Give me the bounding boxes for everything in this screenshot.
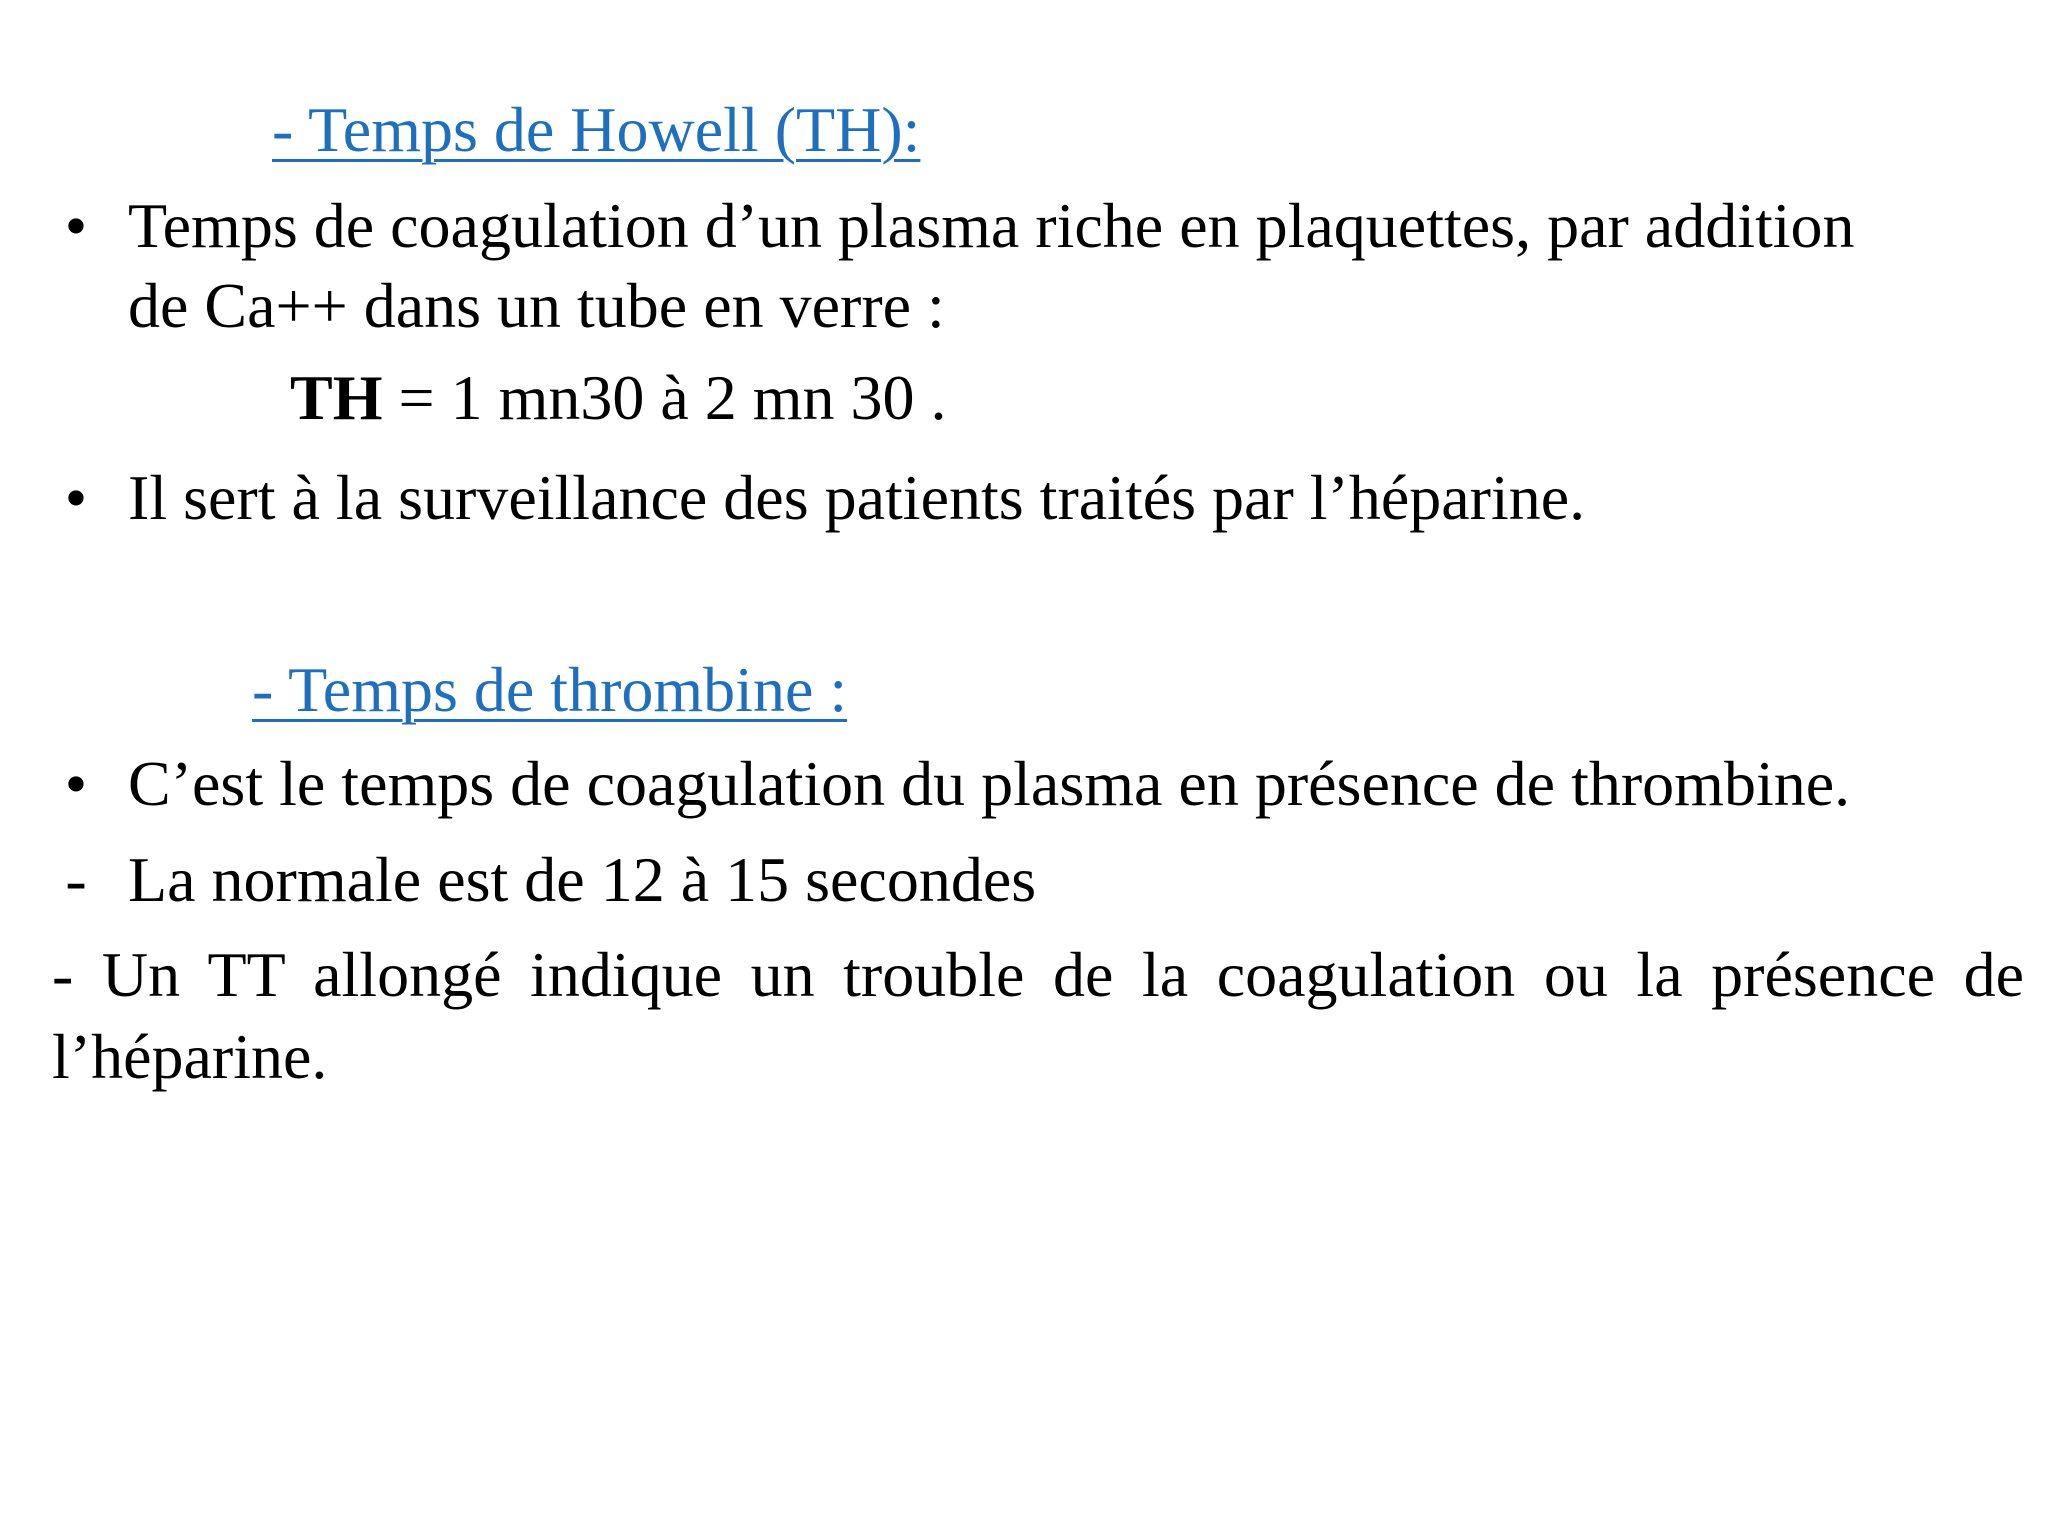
bullet2-text: Il sert à la surveillance des patients traités par l’héparine. [128, 462, 1586, 533]
bullet-icon: • [64, 462, 88, 533]
th-formula-value: = 1 mn30 à 2 mn 30 . [382, 362, 947, 433]
heading-temps-de-thrombine: - Temps de thrombine : [252, 654, 848, 725]
dash-marker: - [65, 844, 87, 915]
tt-note: - Un TT allongé indique un trouble de la coagulation ou la présence de l’héparine. [52, 939, 2024, 1092]
heading-temps-de-howell: - Temps de Howell (TH): [272, 94, 921, 165]
bullet1-line2: de Ca++ dans un tube en verre : [128, 270, 945, 341]
th-formula [290, 356, 947, 440]
bullet-icon: • [64, 190, 88, 261]
th-formula-term: TH [290, 362, 383, 433]
bullet-icon: • [64, 748, 88, 819]
bullet3-text: C’est le temps de coagulation du plasma en présence de thrombine. [128, 748, 1851, 819]
bullet1-line1: Temps de coagulation d’un plasma riche en plaquettes, par addition [128, 190, 1855, 261]
normal-range-text: La normale est de 12 à 15 secondes [128, 844, 1037, 915]
